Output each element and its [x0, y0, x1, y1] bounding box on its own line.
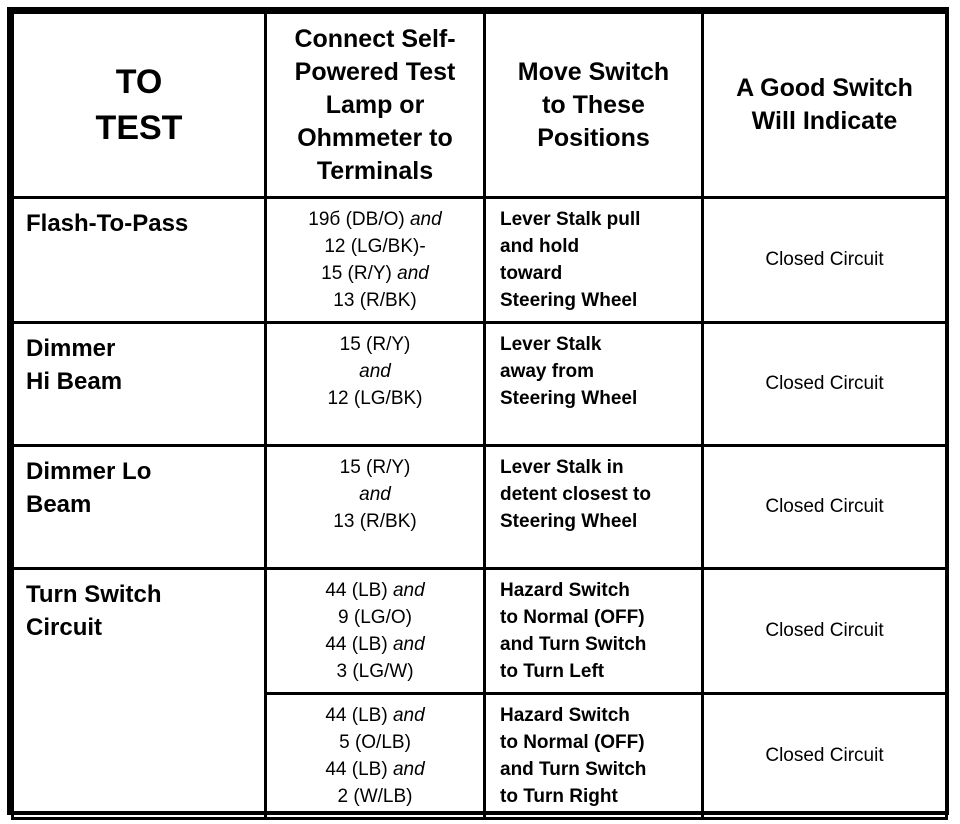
- position-line: to Normal (OFF): [500, 607, 645, 628]
- terminal-text: 15 (R/Y): [321, 263, 398, 284]
- position-line: and Turn Switch: [500, 634, 647, 655]
- terminals-cell: [266, 569, 485, 694]
- terminal-line: [271, 508, 479, 535]
- header-line: Connect Self-: [294, 24, 456, 53]
- header-line: Powered Test: [294, 57, 456, 86]
- terminals-cell: [266, 323, 485, 446]
- position-line: away from: [500, 361, 594, 382]
- terminal-line: [271, 385, 479, 412]
- terminal-text: 44 (LB): [325, 759, 393, 780]
- header-connect-terminals: [266, 13, 485, 198]
- terminal-conj: and: [392, 705, 425, 726]
- position-line: to Turn Left: [500, 661, 605, 682]
- test-name-cell: [13, 446, 266, 569]
- position-line: detent closest to: [500, 484, 651, 505]
- test-name: Dimmer: [26, 335, 116, 362]
- position-line: Hazard Switch: [500, 705, 630, 726]
- header-line: Ohmmeter to: [297, 123, 453, 152]
- test-name: Circuit: [26, 614, 103, 641]
- terminals-cell: [266, 198, 485, 323]
- terminal-line: [271, 331, 479, 358]
- header-line: TO: [115, 63, 163, 101]
- terminal-conj: and: [397, 263, 429, 284]
- header-line: A Good Switch: [736, 74, 913, 102]
- switch-test-table: [11, 11, 948, 820]
- table-row: [13, 569, 947, 694]
- terminal-conj: and: [359, 361, 391, 382]
- test-name: Beam: [26, 491, 92, 518]
- terminal-text: 3 (LG/W): [336, 661, 414, 682]
- terminal-text: 12 (LG/BK)-: [324, 236, 426, 257]
- position-line: and Turn Switch: [500, 759, 647, 780]
- position-line: Steering Wheel: [500, 511, 638, 532]
- indicate-cell: [703, 569, 947, 694]
- terminal-text: 19б (DB/O): [308, 209, 410, 230]
- terminal-line: [271, 206, 479, 233]
- terminal-line: [271, 729, 479, 756]
- header-line: to These: [542, 90, 645, 119]
- position-line: Lever Stalk in: [500, 457, 624, 478]
- terminal-text: 44 (LB): [325, 705, 393, 726]
- indicate-text: Closed Circuit: [765, 745, 884, 766]
- terminals-cell: [266, 694, 485, 819]
- terminal-text: 5 (O/LB): [339, 732, 411, 753]
- header-move-switch: [485, 13, 703, 198]
- indicate-text: Closed Circuit: [765, 249, 884, 270]
- test-name: Turn Switch: [26, 581, 162, 608]
- table-row: [13, 198, 947, 323]
- position-line: Lever Stalk pull: [500, 209, 641, 230]
- indicate-text: Closed Circuit: [765, 620, 884, 641]
- positions-cell: [485, 198, 703, 323]
- terminal-text: 44 (LB): [325, 580, 393, 601]
- terminal-line: [271, 631, 479, 658]
- terminals-cell: [266, 446, 485, 569]
- terminal-line: [271, 604, 479, 631]
- test-name: Flash-To-Pass: [26, 210, 189, 237]
- position-line: to Turn Right: [500, 786, 618, 807]
- positions-cell: [485, 323, 703, 446]
- terminal-line: [271, 260, 479, 287]
- terminal-line: [271, 702, 479, 729]
- indicate-cell: [703, 694, 947, 819]
- terminal-text: 12 (LG/BK): [327, 388, 423, 409]
- table-row: [13, 323, 947, 446]
- position-line: Steering Wheel: [500, 388, 638, 409]
- terminal-conj: and: [409, 209, 442, 230]
- terminal-line: [271, 358, 479, 385]
- test-name: Hi Beam: [26, 368, 123, 395]
- test-name-cell: [13, 569, 266, 819]
- terminal-text: 13 (R/BK): [333, 290, 417, 311]
- test-name-cell: [13, 323, 266, 446]
- terminal-text: 44 (LB): [325, 634, 393, 655]
- terminal-line: [271, 233, 479, 260]
- indicate-cell: [703, 198, 947, 323]
- position-line: and hold: [500, 236, 580, 257]
- test-name: Dimmer Lo: [26, 458, 152, 485]
- terminal-line: [271, 783, 479, 810]
- terminal-text: 9 (LG/O): [338, 607, 412, 628]
- switch-test-table-frame: [7, 7, 949, 815]
- indicate-cell: [703, 323, 947, 446]
- position-line: Lever Stalk: [500, 334, 602, 355]
- terminal-line: [271, 481, 479, 508]
- header-line: Terminals: [316, 156, 434, 185]
- positions-cell: [485, 446, 703, 569]
- terminal-conj: and: [392, 634, 425, 655]
- header-line: Lamp or: [325, 90, 425, 119]
- position-line: Steering Wheel: [500, 290, 638, 311]
- terminal-text: 15 (R/Y): [339, 457, 411, 478]
- header-line: Will Indicate: [751, 107, 898, 135]
- terminal-conj: and: [359, 484, 391, 505]
- header-row: [13, 13, 947, 198]
- terminal-text: 15 (R/Y): [339, 334, 411, 355]
- terminal-line: [271, 756, 479, 783]
- positions-cell: [485, 569, 703, 694]
- terminal-line: [271, 577, 479, 604]
- header-line: Positions: [537, 123, 650, 152]
- position-line: toward: [500, 263, 563, 284]
- indicate-cell: [703, 446, 947, 569]
- terminal-line: [271, 287, 479, 314]
- table-row: [13, 446, 947, 569]
- header-line: Move Switch: [517, 57, 670, 86]
- header-to-test: [13, 13, 266, 198]
- terminal-conj: and: [392, 580, 425, 601]
- terminal-text: 13 (R/BK): [333, 511, 417, 532]
- terminal-line: [271, 658, 479, 685]
- terminal-text: 2 (W/LB): [337, 786, 413, 807]
- header-line: TEST: [95, 109, 183, 147]
- indicate-text: Closed Circuit: [765, 496, 884, 517]
- positions-cell: [485, 694, 703, 819]
- terminal-line: [271, 454, 479, 481]
- position-line: to Normal (OFF): [500, 732, 645, 753]
- terminal-conj: and: [392, 759, 425, 780]
- header-good-switch: [703, 13, 947, 198]
- position-line: Hazard Switch: [500, 580, 630, 601]
- test-name-cell: [13, 198, 266, 323]
- indicate-text: Closed Circuit: [765, 373, 884, 394]
